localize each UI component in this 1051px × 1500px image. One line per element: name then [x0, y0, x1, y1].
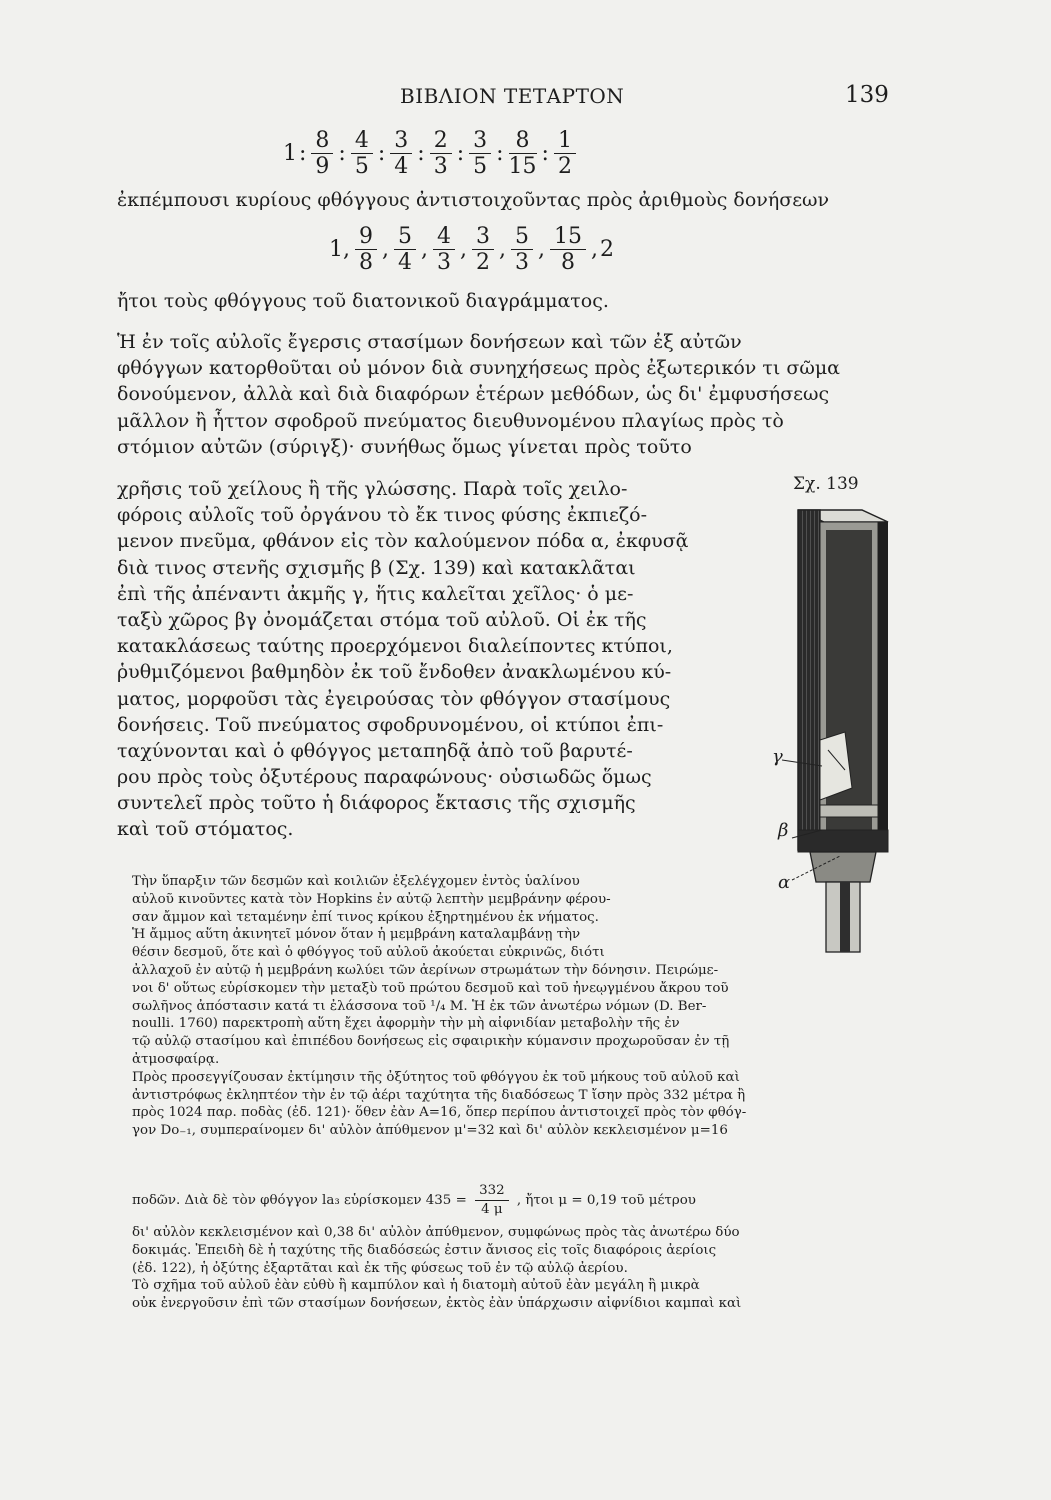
- paragraph-line: φθόγγων κατορθοῦται οὐ μόνον διὰ συνηχήσεως πρὸς ἐξωτερικόν τι σῶμα: [117, 357, 841, 380]
- paragraph-line: ρου πρὸς τοὺς ὀξυτέρους παραφώνους· οὐσιωδῶς ὅμως: [117, 766, 652, 789]
- frequency-lead: 1,: [329, 237, 350, 262]
- frequency-series: [328, 224, 615, 275]
- fraction-numerator: 8: [509, 128, 537, 154]
- ratio-separator: :: [456, 141, 465, 166]
- fraction-numerator: 15: [550, 224, 586, 250]
- text-line: ἐκπέμπουσι κυρίους φθόγγους ἀντιστοιχοῦντας πρὸς ἀριθμοὺς δονήσεων: [117, 189, 830, 211]
- comma: ,: [538, 237, 545, 262]
- fraction-denominator: 9: [315, 154, 330, 179]
- equation-after: , ἤτοι μ = 0,19 τοῦ μέτρου: [516, 1193, 696, 1208]
- small-print-line: πρὸς 1024 παρ. ποδὰς (ἐδ. 121)· ὅθεν ἐὰν Α=16, ὅπερ περίπου ἀντιστοιχεῖ πρὸς τὸν φθόγ-: [132, 1105, 747, 1121]
- label-beta: β: [778, 820, 789, 841]
- fraction-denominator: 8: [561, 250, 575, 275]
- paragraph-line: ματος, μορφοῦσι τὰς ἐγειρούσας τὸν φθόγγον στασίμους: [117, 687, 671, 710]
- small-print-line: (ἐδ. 122), ἡ ὀξύτης ἐξαρτᾶται καὶ ἐκ τῆς φύσεως τοῦ ἐν τῷ αὐλῷ ἀερίου.: [132, 1260, 628, 1276]
- label-alpha: α: [778, 872, 791, 893]
- small-print-line: αὐλοῦ κινοῦντες κατὰ τὸν Hopkins ἐν αὐτῷ λεπτὴν μεμβράνην φέρου-: [132, 891, 611, 907]
- small-print-side: [132, 873, 772, 962]
- small-print-line: noulli. 1760) παρεκτροπὴ αὕτη ἔχει ἀφορμὴν τὴν μὴ αἰφνιδίαν μεταβολὴν τῆς ἐν: [132, 1016, 680, 1032]
- fraction: [472, 224, 494, 275]
- figure-organ-pipe: [770, 470, 910, 970]
- fraction-numerator: 3: [469, 128, 491, 154]
- fraction-denominator: 2: [557, 154, 572, 179]
- equation-denominator: 4 μ: [481, 1202, 503, 1217]
- small-print-line: ἀτμοσφαίρᾳ.: [132, 1051, 220, 1067]
- side-paragraph: [117, 476, 757, 843]
- ratio-separator: :: [299, 141, 307, 166]
- comma: ,: [421, 237, 428, 262]
- fraction-denominator: 4: [398, 250, 412, 275]
- fraction-numerator: 5: [394, 224, 416, 250]
- fraction: [355, 224, 377, 275]
- frequency-tail: 2: [600, 237, 614, 262]
- running-header: [0, 82, 1051, 112]
- small-print-line: σωλῆνος ἀπόστασιν κατά τι ἐλάσσονα τοῦ ¹/₄ Μ. Ἡ ἐκ τῶν ἀνωτέρω νόμων (D. Ber-: [132, 998, 707, 1014]
- small-print-line: Τὸ σχῆμα τοῦ αὐλοῦ ἐὰν εὐθὺ ἢ καμπύλον καὶ ἡ διατομὴ αὐτοῦ ἐὰν μεγάλη ἢ μικρὰ: [132, 1278, 700, 1294]
- paragraph-line: συντελεῖ πρὸς τοῦτο ἡ διάφορος ἔκτασις τῆς σχισμῆς: [117, 792, 636, 815]
- paragraph-line: μενον πνεῦμα, φθάνον εἰς τὸν καλούμενον πόδα α, ἐκφυσᾷ: [117, 530, 689, 553]
- fraction: [433, 224, 455, 275]
- fraction-numerator: 2: [430, 128, 452, 154]
- fraction: [351, 128, 373, 179]
- paragraph-line: στόμιον αὐτῶν (σύριγξ)· συνήθως ὅμως γίνεται πρὸς τοῦτο: [117, 435, 692, 458]
- paragraph-line: Ἡ ἐν τοῖς αὐλοῖς ἔγερσις στασίμων δονήσεων καὶ τῶν ἐξ αὐτῶν: [117, 331, 742, 353]
- paragraph-line: φόροις αὐλοῖς τοῦ ὀργάνου τὸ ἔκ τινος φύσης ἐκπιεζό-: [117, 504, 648, 527]
- fraction-denominator: 5: [354, 154, 369, 179]
- paragraph-line: ταχύνονται καὶ ὁ φθόγγος μεταπηδᾷ ἀπὸ τοῦ βαρυτέ-: [117, 739, 633, 762]
- equation-line: [132, 1182, 696, 1219]
- fraction-denominator: 2: [476, 250, 490, 275]
- comma: ,: [460, 237, 467, 262]
- text-line: ἤτοι τοὺς φθόγγους τοῦ διατονικοῦ διαγράμματος.: [117, 290, 609, 312]
- ratio-separator: :: [338, 141, 346, 166]
- ratio-series: [282, 128, 580, 179]
- paragraph-line: καὶ τοῦ στόματος.: [117, 818, 294, 841]
- pipe-body: [782, 510, 888, 952]
- fraction: [509, 128, 537, 179]
- equation-fraction: [475, 1182, 509, 1219]
- small-print-end: [132, 1224, 902, 1313]
- ratio-separator: :: [377, 141, 386, 166]
- small-print-line: θέσιν δεσμοῦ, ὅτε καὶ ὁ φθόγγος τοῦ αὐλοῦ ἀκούεται εὐκρινῶς, διότι: [132, 945, 605, 961]
- small-print-line: Ἡ ἄμμος αὕτη ἀκινητεῖ μόνον ὅταν ἡ μεμβράνη καταλαμβάνῃ τὴν: [132, 927, 581, 943]
- ratio-separator: :: [496, 141, 504, 166]
- comma: ,: [591, 237, 598, 262]
- fraction-numerator: 9: [355, 224, 377, 250]
- fraction: [550, 224, 586, 275]
- fraction-numerator: 3: [472, 224, 494, 250]
- fraction: [311, 128, 333, 179]
- small-print-line: γον Do₋₁, συμπεραίνομεν δι' αὐλὸν ἀπύθμενον μ'=32 καὶ δι' αὐλὸν κεκλεισμένον μ=16: [132, 1123, 728, 1139]
- fraction: [511, 224, 533, 275]
- fraction: [394, 224, 416, 275]
- fraction-denominator: 5: [473, 154, 488, 179]
- comma: ,: [499, 237, 506, 262]
- fraction-denominator: 15: [508, 154, 537, 179]
- fraction-denominator: 4: [394, 154, 409, 179]
- paragraph-line: μᾶλλον ἢ ἧττον σφοδροῦ πνεύματος διευθυνομένου πλαγίως πρὸς τὸ: [117, 409, 784, 432]
- fraction-numerator: 5: [511, 224, 533, 250]
- paragraph-line: ἐπὶ τῆς ἀπέναντι ἀκμῆς γ, ἥτις καλεῖται χεῖλος· ὁ με-: [117, 582, 634, 605]
- small-print-line: σαν ἄμμον καὶ τεταμένην ἐπί τινος κρίκου ἐξηρτημένου ἐκ νήματος.: [132, 909, 599, 925]
- main-paragraph: [117, 329, 910, 460]
- fraction: [469, 128, 491, 179]
- small-print-line: δοκιμάς. Ἐπειδὴ δὲ ἡ ταχύτης τῆς διαδόσεώς ἐστιν ἄνισος εἰς τοῖς διαφόροις ἀερίοις: [132, 1242, 717, 1258]
- equation-before: ποδῶν. Διὰ δὲ τὸν φθόγγον la₃ εὑρίσκομεν 435 =: [132, 1193, 467, 1208]
- label-gamma: γ: [772, 746, 783, 767]
- running-title: ΒΙΒΛΙΟΝ ΤΕΤΑΡΤΟΝ: [400, 84, 625, 108]
- figure-caption: Σχ. 139: [793, 474, 859, 494]
- small-print-line: νοι δ' οὕτως εὑρίσκομεν τὴν μεταξὺ τοῦ πρώτου δεσμοῦ καὶ τοῦ ἠνεῳγμένου ἄκρου τοῦ: [132, 980, 729, 996]
- small-print-line: ἀλλαχοῦ ἐν αὐτῷ ἡ μεμβράνη κωλύει τῶν ἀερίνων στρωμάτων τὴν δόνησιν. Πειρώμε-: [132, 963, 719, 978]
- paragraph-line: δονούμενον, ἀλλὰ καὶ διὰ διαφόρων ἑτέρων μεθόδων, ὡς δι' ἐμφυσήσεως: [117, 383, 830, 406]
- paragraph-line: χρῆσις τοῦ χείλους ἢ τῆς γλώσσης. Παρὰ τοῖς χειλο-: [117, 478, 628, 500]
- fraction-denominator: 3: [433, 154, 448, 179]
- fraction-numerator: 3: [390, 128, 412, 154]
- ratio-separator: :: [417, 141, 425, 166]
- fraction: [390, 128, 412, 179]
- paragraph-line: κατακλάσεως ταύτης προερχόμενοι διαλείποντες κτύποι,: [117, 635, 673, 658]
- small-print-line: Πρὸς προσεγγίζουσαν ἐκτίμησιν τῆς ὀξύτητος τοῦ φθόγγου ἐκ τοῦ μήκους τοῦ αὐλοῦ καὶ: [132, 1069, 740, 1085]
- small-print-line: ἀντιστρόφως ἐκληπτέον τὴν ἐν τῷ ἀέρι ταχύτητα τῆς διαδόσεως T ἴσην πρὸς 332 μέτρα ἢ: [132, 1087, 746, 1103]
- ratio-separator: :: [541, 141, 549, 166]
- fraction-denominator: 3: [437, 250, 451, 275]
- fraction-numerator: 8: [311, 128, 333, 154]
- small-print-line: Τὴν ὕπαρξιν τῶν δεσμῶν καὶ κοιλιῶν ἐξελέγχομεν ἐντὸς ὑαλίνου: [132, 874, 580, 889]
- small-print-full: [132, 962, 902, 1140]
- paragraph-line: διὰ τινος στενῆς σχισμῆς β (Σχ. 139) καὶ κατακλᾶται: [117, 556, 636, 579]
- paragraph-line: δονήσεις. Τοῦ πνεύματος σφοδρυνομένου, οἱ κτύποι ἐπι-: [117, 713, 664, 736]
- small-print-line: οὐκ ἐνεργοῦσιν ἐπὶ τῶν στασίμων δονήσεων, ἐκτὸς ἐὰν ὑπάρχωσιν αἰφνίδιοι καμπαὶ καὶ: [132, 1296, 742, 1312]
- fraction-numerator: 4: [351, 128, 373, 154]
- fraction: [430, 128, 452, 179]
- ratio-lead: 1: [283, 141, 297, 166]
- comma: ,: [382, 237, 389, 262]
- fraction-denominator: 3: [515, 250, 529, 275]
- fraction: [554, 128, 576, 179]
- fraction-numerator: 4: [433, 224, 455, 250]
- paragraph-line: ταξὺ χῶρος βγ ὀνομάζεται στόμα τοῦ αὐλοῦ. Οἱ ἐκ τῆς: [117, 608, 647, 631]
- small-print-line: τῷ αὐλῷ στασίμου καὶ ἐπιπέδου δονήσεως εἰς σφαιρικὴν κύμανσιν προχωροῦσαν ἐν τῇ: [132, 1034, 730, 1050]
- fraction-numerator: 1: [554, 128, 576, 154]
- paragraph-line: ῥυθμιζόμενοι βαθμηδὸν ἐκ τοῦ ἔνδοθεν ἀνακλωμένου κύ-: [117, 661, 672, 684]
- fraction-denominator: 8: [359, 250, 373, 275]
- organ-pipe-diagram: [770, 470, 910, 970]
- page-number: 139: [845, 82, 889, 108]
- equation-numerator: 332: [475, 1182, 509, 1201]
- small-print-line: δι' αὐλὸν κεκλεισμένον καὶ 0,38 δι' αὐλὸν ἀπύθμενον, συμφώνως πρὸς τὰς ἀνωτέρω δύο: [132, 1225, 740, 1240]
